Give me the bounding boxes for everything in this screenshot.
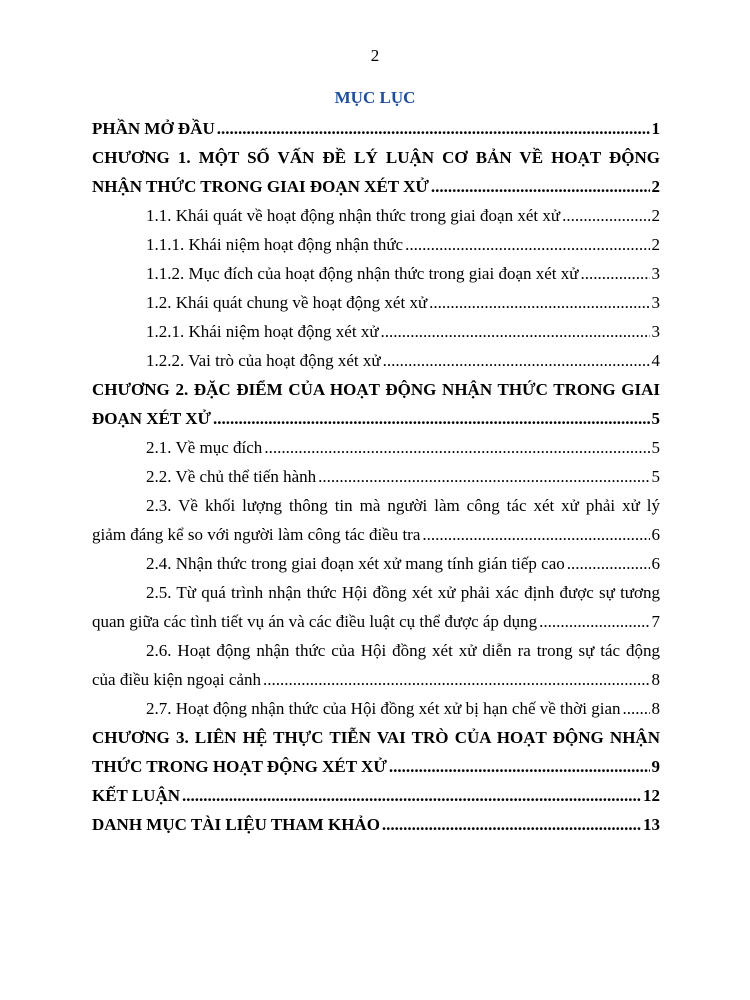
toc-entry-page: 2 [651, 177, 660, 196]
toc-entry-1-1[interactable] [92, 201, 660, 230]
toc-entry-1-2-2[interactable] [92, 346, 660, 375]
toc-entry-text: giảm đáng kể so với người làm công tác điều tra [92, 525, 421, 544]
toc-entry-page: 3 [651, 264, 660, 283]
toc-entry-2-5-line-1[interactable]: 2.5. Từ quá trình nhận thức Hội đồng xét xử phải xác định được sự tương [146, 583, 660, 602]
toc-entry-page: 3 [651, 322, 660, 341]
toc-leader [318, 462, 649, 491]
toc-leader [429, 288, 649, 317]
toc-leader [405, 230, 649, 259]
toc-entry-2-4[interactable] [92, 549, 660, 578]
toc-entry-2-7[interactable] [92, 694, 660, 723]
toc-entry-page: 12 [643, 786, 660, 805]
toc-entry-2-2[interactable] [92, 462, 660, 491]
page-number: 2 [370, 46, 380, 65]
toc-entry-1-1-2[interactable] [92, 259, 660, 288]
toc-entry-chapter-3[interactable] [92, 752, 660, 781]
toc-entry-text: ĐOẠN XÉT XỬ [92, 409, 212, 428]
toc-entry-text: 2.1. Về mục đích [146, 438, 263, 457]
toc-entry-text: 1.2. Khái quát chung về hoạt động xét xử [146, 293, 428, 312]
toc-entry-page: 9 [651, 757, 660, 776]
toc-entry-chapter-1-line-1[interactable]: CHƯƠNG 1. MỘT SỐ VẤN ĐỀ LÝ LUẬN CƠ BẢN VỀ HOẠT ĐỘNG [92, 148, 660, 167]
toc-entry-page: 3 [651, 293, 660, 312]
toc-entry-page: 5 [651, 409, 660, 428]
toc-entry-intro[interactable] [92, 114, 660, 143]
toc-entry-text: 1.1.2. Mục đích của hoạt động nhận thức trong giai đoạn xét xử [146, 264, 579, 283]
toc-entry-2-3-line-1[interactable]: 2.3. Về khối lượng thông tin mà người làm công tác xét xử phải xử lý [146, 496, 660, 515]
toc-entry-text: 1.1.1. Khái niệm hoạt động nhận thức [146, 235, 404, 254]
toc-entry-1-2-1[interactable] [92, 317, 660, 346]
toc-entry-text: 1.1. Khái quát về hoạt động nhận thức trong giai đoạn xét xử [146, 206, 561, 225]
toc-entry-page: 8 [651, 699, 660, 718]
toc-leader [539, 607, 649, 636]
toc-entry-text: 2.7. Hoạt động nhận thức của Hội đồng xét xử bị hạn chế về thời gian [146, 699, 621, 718]
toc-entry-text: NHẬN THỨC TRONG GIAI ĐOẠN XÉT XỬ [92, 177, 429, 196]
toc-leader [264, 433, 649, 462]
toc-entry-chapter-2-line-1[interactable]: CHƯƠNG 2. ĐẶC ĐIỂM CỦA HOẠT ĐỘNG NHẬN THỨC TRONG GIAI [92, 380, 660, 399]
toc-entry-text: KẾT LUẬN [92, 786, 181, 805]
toc-leader [623, 694, 650, 723]
toc-leader [381, 317, 650, 346]
toc-entry-text: 2.4. Nhận thức trong giai đoạn xét xử mang tính gián tiếp cao [146, 554, 565, 573]
toc-entry-text: 1.2.1. Khái niệm hoạt động xét xử [146, 322, 379, 341]
toc-entry-1-1-1[interactable] [92, 230, 660, 259]
toc-leader [383, 346, 650, 375]
toc-entry-1-2[interactable] [92, 288, 660, 317]
toc-leader [382, 810, 641, 839]
toc-entry-conclusion[interactable] [92, 781, 660, 810]
toc-entry-text: THỨC TRONG HOẠT ĐỘNG XÉT XỬ [92, 757, 387, 776]
toc-entry-page: 6 [651, 554, 660, 573]
toc-entry-2-1[interactable] [92, 433, 660, 462]
toc-entry-page: 13 [643, 815, 660, 834]
toc-entry-page: 7 [651, 612, 660, 631]
table-of-contents [92, 114, 660, 839]
toc-entry-2-6-line-1[interactable]: 2.6. Hoạt động nhận thức của Hội đồng xét xử diễn ra trong sự tác động [146, 641, 660, 660]
toc-entry-chapter-1[interactable] [92, 172, 660, 201]
toc-entry-2-5[interactable] [92, 607, 660, 636]
toc-entry-text: DANH MỤC TÀI LIỆU THAM KHẢO [92, 815, 380, 834]
toc-entry-page: 2 [651, 235, 660, 254]
toc-leader [263, 665, 650, 694]
toc-entry-page: 4 [651, 351, 660, 370]
toc-leader [580, 259, 649, 288]
toc-leader [182, 781, 641, 810]
toc-leader [217, 114, 650, 143]
toc-leader [562, 201, 649, 230]
toc-entry-text: 2.2. Về chủ thể tiến hành [146, 467, 317, 486]
toc-entry-page: 2 [651, 206, 660, 225]
toc-title: MỤC LỤC [334, 88, 416, 107]
toc-entry-references[interactable] [92, 810, 660, 839]
toc-leader [422, 520, 649, 549]
toc-entry-text: quan giữa các tình tiết vụ án và các điều luật cụ thể được áp dụng [92, 612, 538, 631]
toc-entry-chapter-2[interactable] [92, 404, 660, 433]
toc-entry-page: 1 [651, 119, 660, 138]
toc-leader [431, 172, 650, 201]
toc-entry-chapter-3-line-1[interactable]: CHƯƠNG 3. LIÊN HỆ THỰC TIỄN VAI TRÒ CỦA HOẠT ĐỘNG NHẬN [92, 728, 660, 747]
toc-entry-page: 8 [651, 670, 660, 689]
toc-entry-2-6[interactable] [92, 665, 660, 694]
toc-entry-page: 5 [651, 467, 660, 486]
toc-leader [389, 752, 650, 781]
toc-entry-text: 1.2.2. Vai trò của hoạt động xét xử [146, 351, 381, 370]
toc-leader [567, 549, 650, 578]
toc-leader [213, 404, 649, 433]
toc-entry-page: 6 [651, 525, 660, 544]
toc-entry-text: của điều kiện ngoại cảnh [92, 670, 261, 689]
toc-entry-2-3[interactable] [92, 520, 660, 549]
toc-entry-page: 5 [651, 438, 660, 457]
toc-entry-text: PHẦN MỞ ĐẦU [92, 119, 215, 138]
